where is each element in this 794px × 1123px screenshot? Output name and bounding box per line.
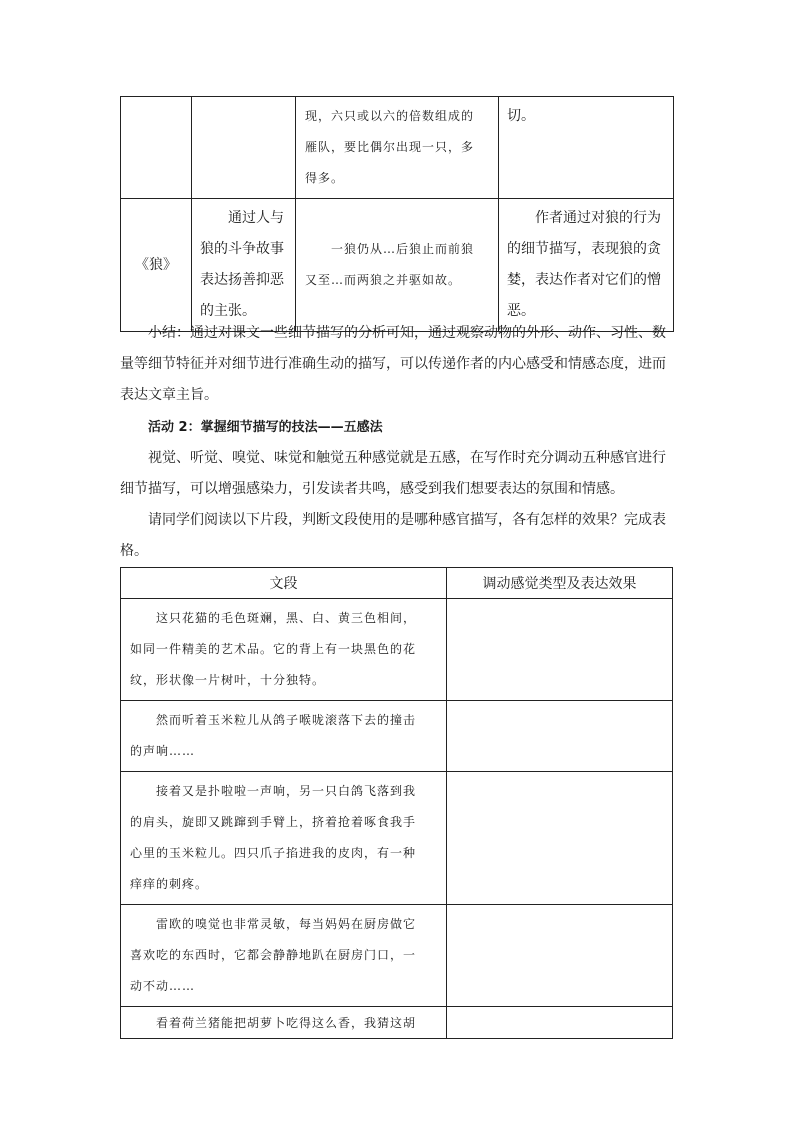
activity-heading: 活动 2：掌握细节描写的技法——五感法 (148, 420, 383, 435)
answer-cell[interactable] (447, 772, 673, 905)
senses-table (120, 567, 673, 1039)
summary-paragraph: 小结：通过对课文一些细节描写的分析可知，通过观察动物的外形、动作、习性、数 量等细节特征并对细节进行准确生动的描写，可以传递作者的内心感受和情感态度，进而 表达文章主旨。 (120, 325, 666, 403)
table-row (121, 905, 673, 1007)
table-cell: 通过人与 狼的斗争故事 表达扬善抑恶 的主张。 (192, 199, 296, 332)
table-row (121, 97, 674, 199)
comparison-table (120, 96, 674, 332)
table-cell: 现，六只或以六的倍数组成的 雁队，要比偶尔出现一只，多 得多。 (296, 97, 499, 199)
header-passage: 文段 (121, 568, 447, 599)
table-cell: 作者通过对狼的行为 的细节描写，表现狼的贪 婪，表达作者对它们的憎 恶。 (499, 199, 674, 332)
passage-cell: 然而听着玉米粒儿从鸽子喉咙滚落下去的撞击 的声响…… (121, 701, 447, 772)
answer-cell[interactable] (447, 701, 673, 772)
table-cell (121, 97, 192, 199)
table-cell: 《狼》 (121, 199, 192, 332)
table-row (121, 599, 673, 701)
table-header-row (121, 568, 673, 599)
passage-cell: 看着荷兰猪能把胡萝卜吃得这么香，我猜这胡 (121, 1007, 447, 1039)
answer-cell[interactable] (447, 599, 673, 701)
table-row (121, 1007, 673, 1039)
table-cell: 一狼仍从…后狼止而前狼 又至…而两狼之并驱如故。 (296, 199, 499, 332)
passage-cell: 雷欧的嗅觉也非常灵敏，每当妈妈在厨房做它 喜欢吃的东西时，它都会静静地趴在厨房门口，一 动不动…… (121, 905, 447, 1007)
answer-cell[interactable] (447, 1007, 673, 1039)
table-row (121, 772, 673, 905)
instruction-paragraph: 请同学们阅读以下片段，判断文段使用的是哪种感官描写，各有怎样的效果？完成表 格。 (120, 512, 666, 559)
table-row (121, 701, 673, 772)
table-cell: 切。 (499, 97, 674, 199)
five-senses-paragraph: 视觉、听觉、嗅觉、味觉和触觉五种感觉就是五感，在写作时充分调动五种感官进行 细节描写，可以增强感染力，引发读者共鸣，感受到我们想要表达的氛围和情感。 (120, 450, 666, 497)
table-cell (192, 97, 296, 199)
header-sense-effect: 调动感觉类型及表达效果 (447, 568, 673, 599)
passage-cell: 接着又是扑啦啦一声响，另一只白鸽飞落到我 的肩头，旋即又跳蹿到手臂上，挤着抢着啄食我手 心里的玉米粒儿。四只爪子掐进我的皮肉，有一种 痒痒的刺疼。 (121, 772, 447, 905)
passage-cell: 这只花猫的毛色斑斓，黑、白、黄三色相间， 如同一件精美的艺术品。它的背上有一块黑色的花 纹，形状像一片树叶，十分独特。 (121, 599, 447, 701)
table-row (121, 199, 674, 332)
answer-cell[interactable] (447, 905, 673, 1007)
